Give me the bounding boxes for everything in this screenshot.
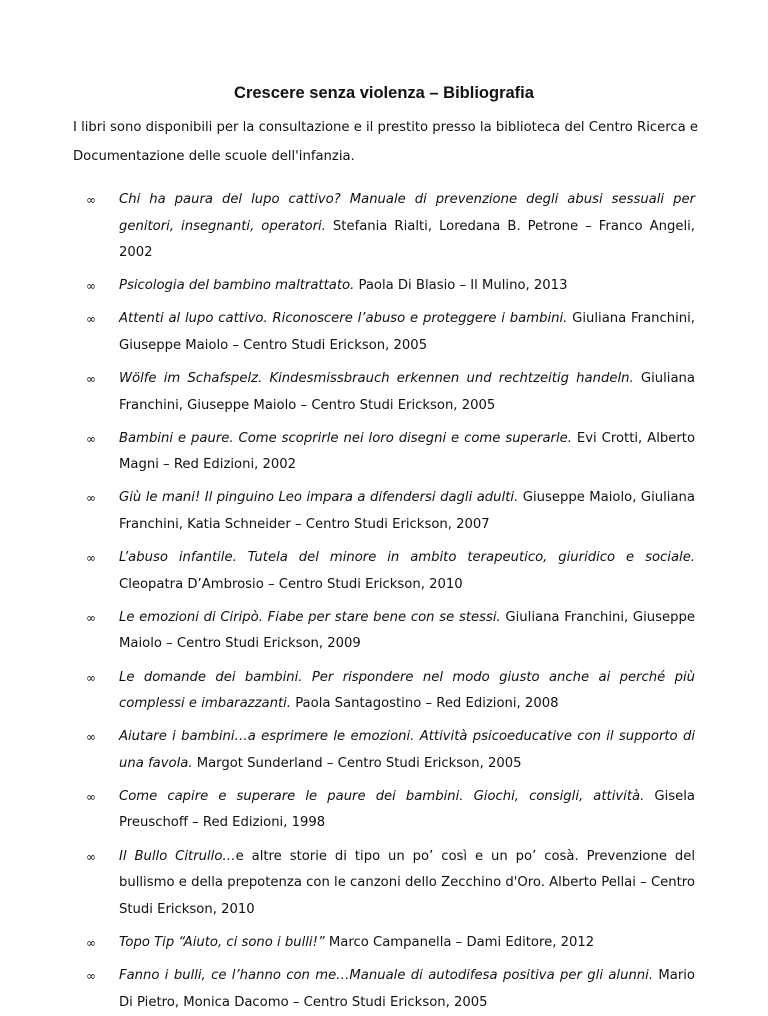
list-item xyxy=(0,273,768,300)
book-title: Chi ha paura del lupo cattivo? Manuale di prevenzione degli abusi sessuali per genitori, insegnanti, operatori. xyxy=(119,192,695,234)
list-item xyxy=(0,605,768,658)
bullet-icon: ∞ xyxy=(86,193,96,207)
book-authors: Paola Di Blasio – Il Mulino, 2013 xyxy=(354,278,568,294)
intro-paragraph: I libri sono disponibili per la consultazione e il prestito presso la biblioteca del Centro Ricerca e Documentazione delle scuole dell'infanzia. xyxy=(73,120,698,164)
book-authors: Margot Sunderland – Centro Studi Erickson, 2005 xyxy=(192,755,522,771)
list-item xyxy=(0,187,768,267)
bibliography-list xyxy=(0,187,768,1016)
book-title: Bambini e paure. Come scoprirle nei loro disegni e come superarle. xyxy=(119,430,572,446)
bullet-icon: ∞ xyxy=(86,730,96,745)
book-authors: Marco Campanella – Dami Editore, 2012 xyxy=(324,934,595,950)
book-authors: Stefania Rialti, Loredana B. Petrone – Franco Angeli, 2002 xyxy=(119,218,695,261)
book-title: Attenti al lupo cattivo. Riconoscere l’abuso e proteggere i bambini. xyxy=(119,311,568,327)
bullet-icon: ∞ xyxy=(86,431,96,446)
book-authors: Giuliana Franchini, Giuseppe Maiolo – Centro Studi Erickson, 2009 xyxy=(119,609,695,652)
book-title: Come capire e superare le paure dei bambini. Giochi, consigli, attività. xyxy=(119,788,645,804)
book-title: Giù le mani! Il pinguino Leo impara a difendersi dagli adulti. xyxy=(119,490,519,506)
book-title: Psicologia del bambino maltrattato. xyxy=(119,278,355,294)
bullet-icon: ∞ xyxy=(86,279,96,294)
book-authors: Giuliana Franchini, Giuseppe Maiolo – Centro Studi Erickson, 2005 xyxy=(119,371,695,413)
book-authors: Giuseppe Maiolo, Giuliana Franchini, Katia Schneider – Centro Studi Erickson, 2007 xyxy=(119,490,695,533)
book-authors: e altre storie di tipo un po’ così e un po’ cosà. Prevenzione del bullismo e della prepotenza con le canzoni dello Zecchino d'Oro. Alberto Pellai – Centro Studi Erickson, 2010 xyxy=(119,848,695,917)
list-item xyxy=(0,366,768,419)
bullet-icon: ∞ xyxy=(86,849,96,864)
list-item xyxy=(0,545,768,598)
bullet-icon: ∞ xyxy=(86,372,96,387)
book-authors: Evi Crotti, Alberto Magni – Red Edizioni, 2002 xyxy=(119,430,696,473)
book-authors: Paola Santagostino – Red Edizioni, 2008 xyxy=(291,696,559,712)
bullet-icon: ∞ xyxy=(86,491,96,506)
list-item xyxy=(0,306,768,359)
book-title: Il Bullo Citrullo… xyxy=(119,848,236,864)
list-item xyxy=(0,485,768,538)
book-authors: Mario Di Pietro, Monica Dacomo – Centro Studi Erickson, 2005 xyxy=(119,967,695,1010)
book-title: Topo Tip “Aiuto, ci sono i bulli!” xyxy=(119,934,325,950)
list-item xyxy=(0,724,768,777)
book-title: Le domande dei bambini. Per rispondere nel modo giusto anche ai perché più complessi e imbarazzanti. xyxy=(119,669,695,712)
page-title: Crescere senza violenza – Bibliografia xyxy=(234,84,534,102)
bullet-icon: ∞ xyxy=(86,789,96,804)
book-authors: Giuliana Franchini, Giuseppe Maiolo – Centro Studi Erickson, 2005 xyxy=(119,311,695,353)
book-title: L’abuso infantile. Tutela del minore in ambito terapeutico, giuridico e sociale. xyxy=(119,550,695,566)
book-authors: Gisela Preuschoff – Red Edizioni, 1998 xyxy=(119,788,695,831)
bullet-icon: ∞ xyxy=(86,312,96,327)
list-item xyxy=(0,426,768,479)
list-item xyxy=(0,844,768,924)
list-item xyxy=(0,963,768,1016)
book-title: Le emozioni di Ciripò. Fiabe per stare bene con se stessi. xyxy=(119,609,501,625)
bullet-icon: ∞ xyxy=(86,551,96,566)
bullet-icon: ∞ xyxy=(86,968,96,983)
list-item xyxy=(0,784,768,837)
bullet-icon: ∞ xyxy=(86,670,96,685)
list-item xyxy=(0,930,768,957)
book-authors: Cleopatra D’Ambrosio – Centro Studi Erickson, 2010 xyxy=(119,576,463,592)
book-title: Fanno i bulli, ce l’hanno con me…Manuale di autodifesa positiva per gli alunni. xyxy=(119,967,654,983)
bullet-icon: ∞ xyxy=(86,610,96,625)
book-title: Aiutare i bambini…a esprimere le emozioni. Attività psicoeducative con il supporto di una favola. xyxy=(119,729,695,771)
bullet-icon: ∞ xyxy=(86,935,96,950)
book-title: Wölfe im Schafspelz. Kindesmissbrauch erkennen und rechtzeitig handeln. xyxy=(119,371,634,387)
list-item xyxy=(0,665,768,718)
